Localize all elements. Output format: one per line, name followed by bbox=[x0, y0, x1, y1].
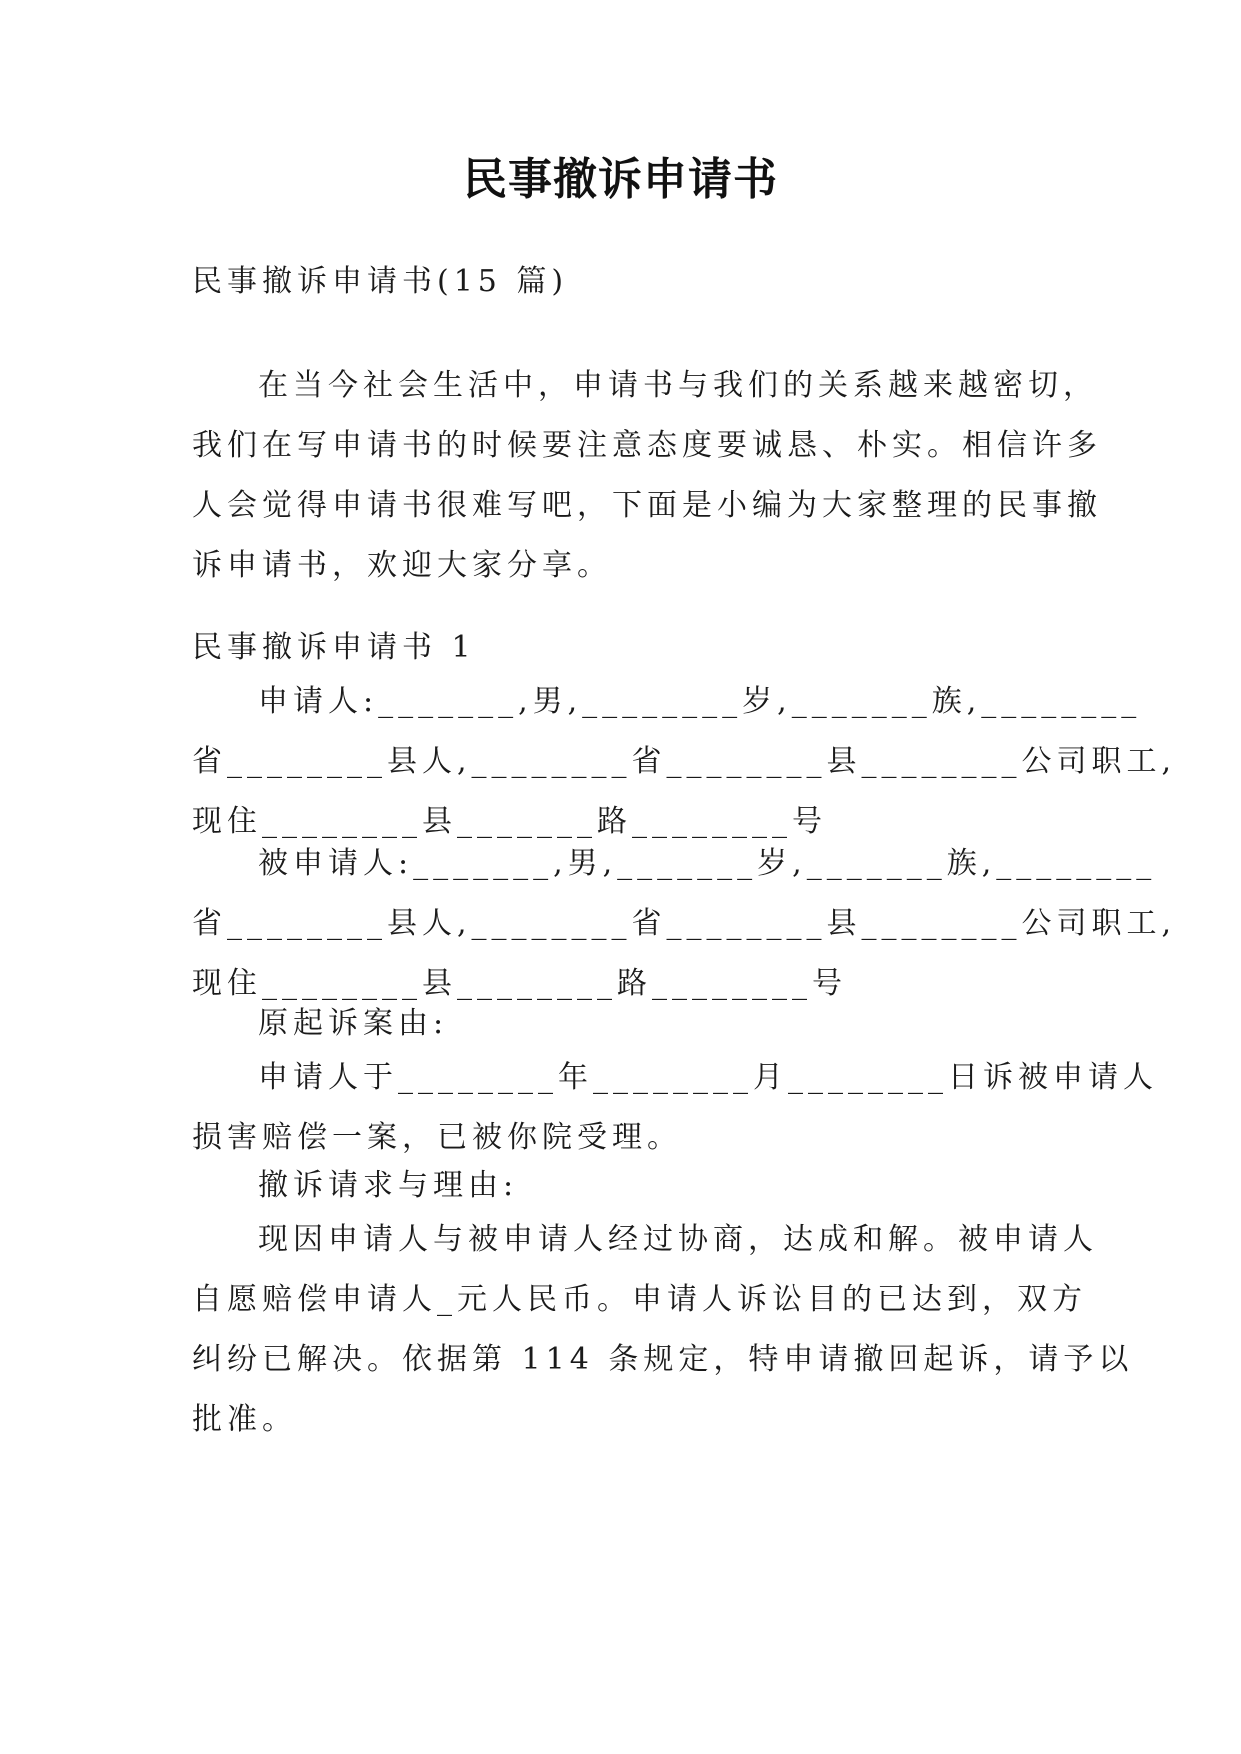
intro-paragraph bbox=[192, 356, 1102, 596]
withdraw-label: 撤诉请求与理由: bbox=[258, 1168, 519, 1203]
applicant-line: 现住________县_______路________号 bbox=[192, 804, 827, 839]
applicant-line: 申请人:_______,男,________岁,_______族,________ bbox=[258, 684, 1142, 719]
respondent-line: 被申请人:_______,男,_______岁,_______族,________ bbox=[258, 846, 1157, 881]
respondent-paragraph bbox=[192, 834, 1177, 1014]
intro-line: 在当今社会生活中，申请书与我们的关系越来越密切， bbox=[258, 368, 1098, 403]
intro-line: 我们在写申请书的时候要注意态度要诚恳、朴实。相信许多 bbox=[192, 428, 1102, 463]
document-subtitle: 民事撤诉申请书(15 篇) bbox=[192, 264, 569, 299]
cause-paragraph bbox=[192, 1048, 1158, 1168]
applicant-line: 省________县人,________省________县________公司职工, bbox=[192, 744, 1177, 779]
reason-line: 自愿赔偿申请人_元人民币。申请人诉讼目的已达到，双方 bbox=[192, 1282, 1087, 1317]
reason-line: 批准。 bbox=[192, 1402, 297, 1437]
section-heading: 民事撤诉申请书 1 bbox=[192, 630, 476, 665]
intro-line: 诉申请书，欢迎大家分享。 bbox=[192, 548, 612, 583]
respondent-line: 现住________县________路________号 bbox=[192, 966, 847, 1001]
original-cause-label: 原起诉案由: bbox=[258, 1006, 449, 1041]
reason-line: 现因申请人与被申请人经过协商，达成和解。被申请人 bbox=[258, 1222, 1098, 1257]
cause-line: 损害赔偿一案，已被你院受理。 bbox=[192, 1120, 682, 1155]
document-title: 民事撤诉申请书 bbox=[463, 154, 778, 205]
reason-line: 纠纷已解决。依据第 114 条规定，特申请撤回起诉，请予以 bbox=[192, 1342, 1134, 1377]
reason-paragraph bbox=[192, 1210, 1134, 1450]
respondent-line: 省________县人,________省________县________公司职工, bbox=[192, 906, 1177, 941]
cause-line: 申请人于________年________月________日诉被申请人 bbox=[258, 1060, 1158, 1095]
intro-line: 人会觉得申请书很难写吧，下面是小编为大家整理的民事撤 bbox=[192, 488, 1102, 523]
applicant-paragraph bbox=[192, 672, 1177, 852]
